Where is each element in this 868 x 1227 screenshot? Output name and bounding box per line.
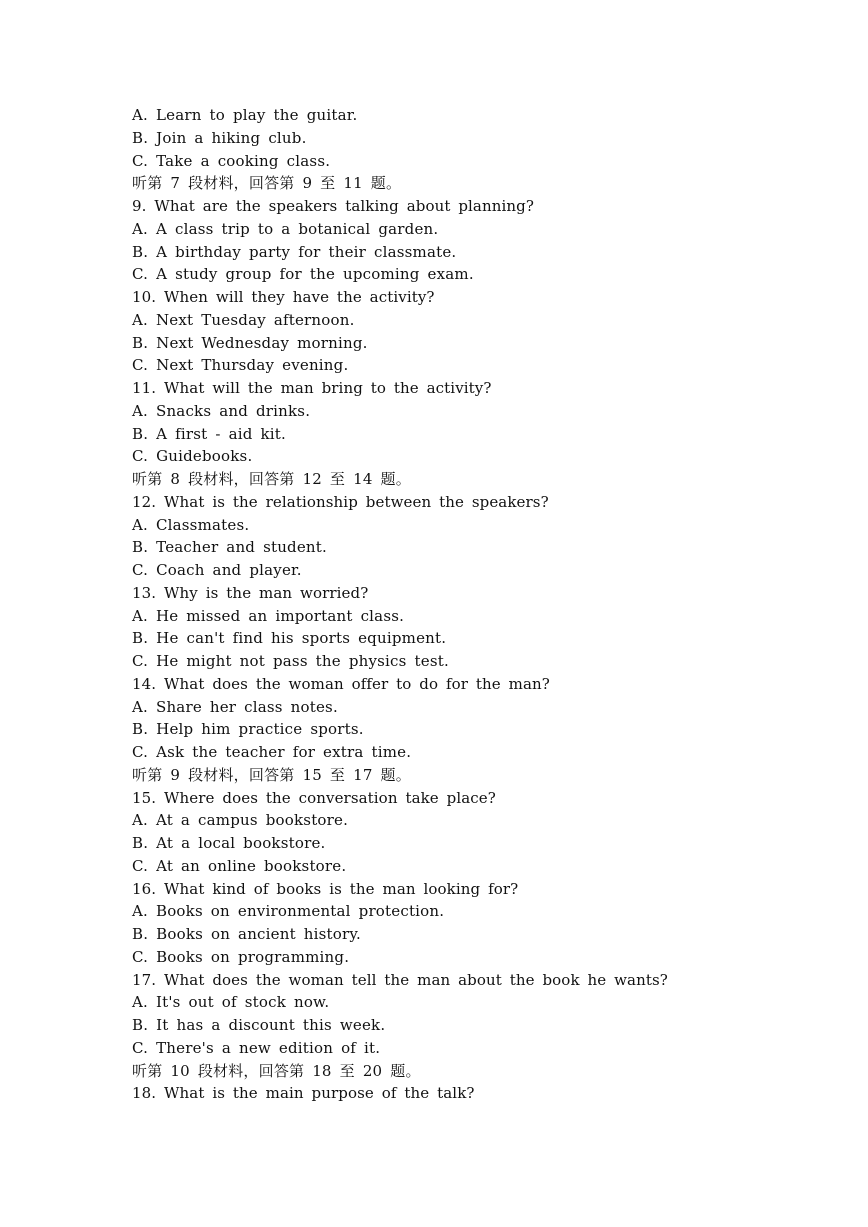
section-instruction: 听第 10 段材料，回答第 18 至 20 题。 [132, 1061, 421, 1080]
option-line: B. Teacher and student. [132, 538, 327, 557]
question-line: 11. What will the man bring to the activity? [132, 379, 492, 397]
option-line: A. Share her class notes. [132, 697, 338, 716]
option-line: B. Help him practice sports. [132, 720, 364, 739]
question-line: 12. What is the relationship between the speakers? [132, 492, 549, 511]
question-line: 14. What does the woman offer to do for the man? [132, 674, 550, 693]
question-line: 18. What is the main purpose of the talk? [132, 1084, 475, 1103]
question-line: 16. What kind of books is the man looking for? [132, 879, 519, 898]
option-line: B. A birthday party for their classmate. [132, 242, 457, 261]
section-instruction: 听第 9 段材料，回答第 15 至 17 题。 [132, 765, 411, 784]
option-line: C. Next Thursday evening. [132, 356, 349, 375]
option-line: B. He can't find his sports equipment. [132, 629, 447, 648]
option-line: C. At an online bookstore. [132, 856, 347, 875]
option-line: A. Next Tuesday afternoon. [132, 310, 355, 329]
option-line: B. Join a hiking club. [132, 128, 307, 147]
option-line: B. It has a discount this week. [132, 1016, 386, 1034]
question-line: 13. Why is the man worried? [132, 583, 369, 602]
option-line: A. Books on environmental protection. [132, 902, 445, 921]
option-line: A. He missed an important class. [132, 606, 405, 625]
option-line: C. Guidebooks. [132, 447, 253, 466]
option-line: C. Books on programming. [132, 947, 350, 966]
option-line: C. He might not pass the physics test. [132, 652, 449, 670]
option-line: B. Next Wednesday morning. [132, 333, 368, 352]
question-line: 15. Where does the conversation take place? [132, 788, 496, 807]
option-line: B. At a local bookstore. [132, 834, 326, 852]
question-line: 10. When will they have the activity? [132, 288, 435, 306]
option-line: A. Learn to play the guitar. [132, 106, 358, 124]
document-page [132, 104, 812, 1105]
option-line: C. Take a cooking class. [132, 151, 331, 170]
option-line: B. Books on ancient history. [132, 925, 362, 943]
option-line: C. There's a new edition of it. [132, 1038, 381, 1057]
option-line: A. At a campus bookstore. [132, 811, 349, 830]
section-instruction: 听第 8 段材料，回答第 12 至 14 题。 [132, 470, 411, 488]
option-line: C. A study group for the upcoming exam. [132, 265, 474, 284]
option-line: C. Ask the teacher for extra time. [132, 743, 412, 761]
option-line: A. Snacks and drinks. [132, 401, 311, 420]
question-line: 9. What are the speakers talking about planning? [132, 197, 534, 215]
option-line: B. A first - aid kit. [132, 424, 287, 443]
option-line: A. A class trip to a botanical garden. [132, 219, 439, 238]
option-line: A. It's out of stock now. [132, 993, 330, 1012]
option-line: C. Coach and player. [132, 561, 302, 579]
option-line: A. Classmates. [132, 515, 250, 534]
section-instruction: 听第 7 段材料，回答第 9 至 11 题。 [132, 174, 402, 193]
question-line: 17. What does the woman tell the man about the book he wants? [132, 970, 668, 989]
